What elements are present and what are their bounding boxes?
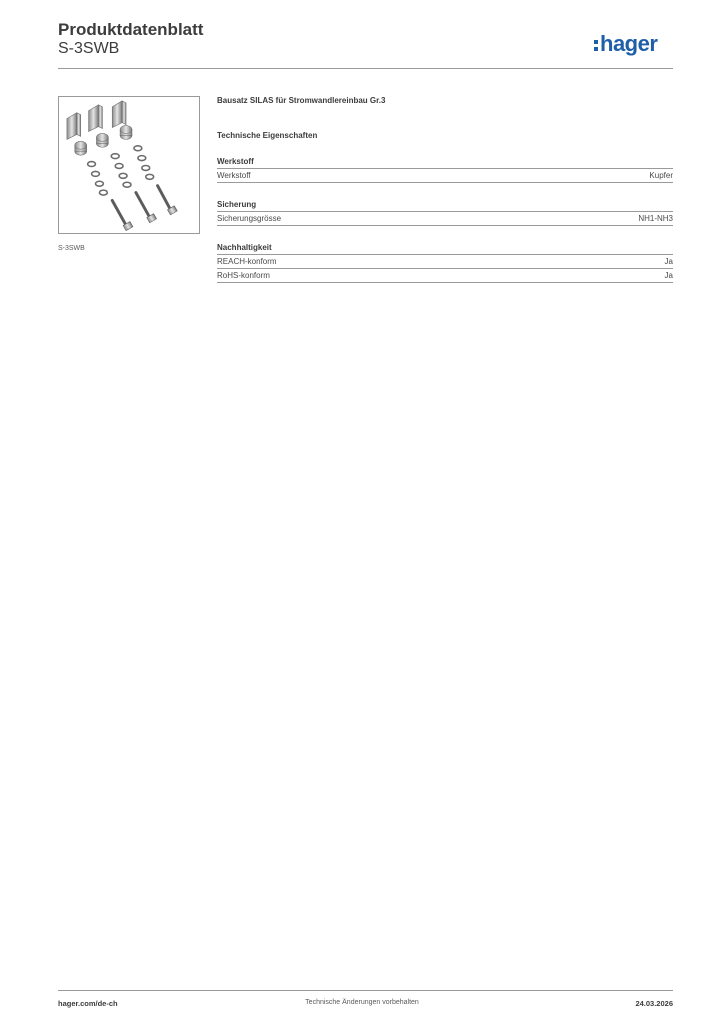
spec-group-title: Sicherung bbox=[217, 200, 673, 212]
spec-row bbox=[217, 169, 673, 183]
footer-divider bbox=[58, 990, 673, 991]
spec-label: Werkstoff bbox=[217, 171, 251, 180]
hager-logo bbox=[594, 28, 674, 58]
spec-label: Sicherungsgrösse bbox=[217, 214, 282, 223]
image-caption: S-3SWB bbox=[58, 245, 85, 252]
spec-row bbox=[217, 269, 673, 283]
spec-value: Ja bbox=[664, 257, 673, 266]
spec-group-title: Werkstoff bbox=[217, 157, 673, 169]
spec-label: RoHS-konform bbox=[217, 271, 270, 280]
bolt-kit-image bbox=[59, 97, 199, 233]
product-description: Bausatz SILAS für Stromwandlereinbau Gr.3 bbox=[217, 96, 386, 105]
header-divider bbox=[58, 68, 673, 69]
footer-date: 24.03.2026 bbox=[635, 999, 673, 1008]
spec-row bbox=[217, 255, 673, 269]
footer-notice: Technische Änderungen vorbehalten bbox=[305, 999, 419, 1006]
svg-text:hager: hager bbox=[600, 31, 658, 56]
spec-value: Ja bbox=[664, 271, 673, 280]
spec-value: NH1-NH3 bbox=[638, 214, 673, 223]
product-details bbox=[217, 96, 673, 283]
spec-label: REACH-konform bbox=[217, 257, 277, 266]
spec-group-nachhaltigkeit bbox=[217, 243, 673, 283]
technical-properties-heading: Technische Eigenschaften bbox=[217, 131, 318, 140]
product-code: S-3SWB bbox=[58, 40, 120, 57]
spec-value: Kupfer bbox=[649, 171, 673, 180]
product-image bbox=[58, 96, 200, 234]
spec-group-werkstoff bbox=[217, 157, 673, 183]
spec-group-sicherung bbox=[217, 200, 673, 226]
spec-row bbox=[217, 212, 673, 226]
document-title: Produktdatenblatt bbox=[58, 20, 204, 39]
spec-group-title: Nachhaltigkeit bbox=[217, 243, 673, 255]
footer-url-link[interactable]: hager.com/de-ch bbox=[58, 999, 118, 1008]
